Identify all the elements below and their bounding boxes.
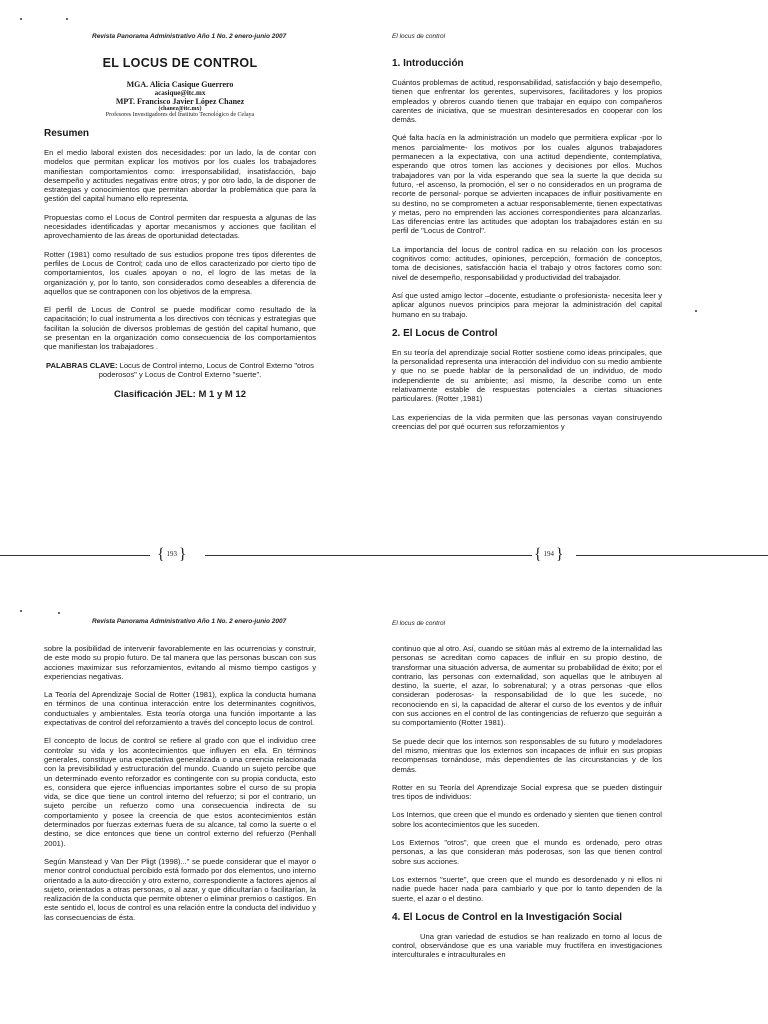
page-195 [0,600,384,1024]
paragraph: Se puede decir que los internos son responsables de su futuro y modeladores del mismo, mientras que los externos son incapaces de influir en sus propias recompensas tornándose, más dependientes de las circunstancias y de los demás. [392,736,662,774]
footer-rule [576,555,768,556]
paragraph: Las experiencias de la vida permiten que las personas vayan construyendo creencias del por qué ocurren sus reforzamientos y [392,412,662,431]
jel-classification: Clasificación JEL: M 1 y M 12 [114,389,246,401]
paragraph: Rotter en su Teoría del Aprendizaje Social expresa que se pueden distinguir tres tipos de individuos: [392,782,662,802]
paragraph: Según Manstead y Van Der Pligt (1998)..." se puede considerar que el mayor o menor control conductual percibido está formado por dos elementos, uno interno orientado a la auto-dirección y otro externo, correspondiente a factores ajenos al sujeto, orientados a otras personas, o al azar, y que dificultarían o facilitarían, la realización de la conducta que permite obtener o eliminar premios o castigos. En este sentido el, locus de control es una relación entre la conducta del individuo y las consecuencias de ésta. [44,856,316,922]
paragraph: Cuántos problemas de actitud, responsabilidad, satisfacción y bajo desempeño, tienen que enfrentar los gerentes, supervisores, facilitadores y los propios empleados y obreros cuando tienen que trabajar en equipo con compañeros carentes de iniciativa, que se muestran desinteresados en cooperar con los demás. [392,78,662,125]
footer-rule [384,555,532,556]
running-header: El locus de control [392,620,446,627]
footer-rule [0,555,150,556]
paragraph: sobre la posibilidad de intervenir favorablemente en las ocurrencias y construir, de este modo su propio futuro. De tal manera que las personas buscan con sus acciones maximizar sus reforzamientos, evitando al mismo tiempo castigos y experiencias negativas. [44,644,316,681]
footer-rule [205,555,384,556]
page-196 [384,600,768,1024]
paragraph: Qué falta hacía en la administración un modelo que permitiera explicar -por lo menos parcialmente- los motivos por los cuales algunos trabajadores permanecen a la expectativa, con una actitud dependiente, contemplativa, esperando que otros tomen las acciones y decisiones por ellos. Muchos trabajadores van por la vida esperando que sea la suerte la que decida su futuro, -el ascenso, la promoción, el ser o no considerados en un programa de recorte de personal- porque se advierten incapaces de influir positivamente en su destino, no se comprometen a actuar responsablemente, tienen expectativas y metas, pero no emprenden las acciones correspondientes para alcanzarlas. Las diferencias entre las actitudes que adoptan los trabajadores están en su perfil de "Locus de Control". [392,133,662,236]
paragraph: Los Externos "otros", que creen que el mundo es ordenado, pero otras personas, a las que consideran más poderosas, son las que tienen control sobre sus acciones. [392,838,662,866]
paragraph: En su teoría del aprendizaje social Rotter sostiene como ideas principales, que la personalidad representa una interacción del individuo con su medio ambiente y que no se puede hablar de la personalidad de un individuo, de modo independiente de su ambiente; así mismo, la describe como un ente relativamente estable de respuestas potenciales a ciertas situaciones particulares. (Rotter ,1981) [392,347,662,404]
paragraph: La importancia del locus de control radica en su relación con los procesos cognitivos como: actitudes, opiniones, percepción, formación de conceptos, toma de decisiones, satisfacción hacia el trabajo y otros factores como son: nivel de desempeño, responsabilidad y productividad del trabajador. [392,244,662,282]
page-number: { 193 } [157,546,187,563]
author-email: acasique@itc.mx [154,89,206,97]
page-196-column [392,644,662,1024]
keywords-text: Locus de Control interno, Locus de Control Externo "otros poderosos" y Locus de Control Externo "suerte". [98,360,314,379]
keywords [44,361,316,380]
author-affiliation: Profesores Investigadores del Instituto Tecnológico de Celaya [105,112,255,118]
paragraph: Rotter (1981) como resultado de sus estudios propone tres tipos diferentes de perfiles de Locus de Control; cada uno de ellos caracterizado por cierto tipo de comportamientos, los cuales apoyan o no, el logro de las metas de la organización y, por lo tanto, son considerados como deseables a diferencia de aquellos que se contraponen con los objetivos de la empresa. [44,249,316,296]
running-header: Revista Panorama Administrativo Año 1 No. 2 enero-junio 2007 [92,33,287,40]
paragraph: Los Internos, que creen que el mundo es ordenado y sienten que tienen control sobre los acontecimientos que les suceden. [392,810,662,829]
section-heading: 4. El Locus de Control en la Investigación Social [392,911,623,923]
page-193 [0,0,384,570]
page-194 [384,0,768,570]
running-header: Revista Panorama Administrativo Año 1 No. 2 enero-junio 2007 [92,618,287,625]
page-195-column [44,644,316,1024]
paragraph: Propuestas como el Locus de Control permiten dar respuesta a algunas de las necesidades identificadas y aportar mecanismos y acciones que facilitan el aprovechamiento de las áreas de oportunidad detectadas. [44,212,316,241]
paragraph: El perfil de Locus de Control se puede modificar como resultado de la capacitación; lo cual instrumenta a los directivos con técnicas y estrategias que facilitan la solución de diversos problemas de gestión del capital humano, que se presentan en la organización como consecuencia de los comportamientos que manifiestan los trabajadores . [44,305,316,352]
author-name: MPT. Francisco Javier López Chanez [115,97,245,106]
paragraph: Una gran variedad de estudios se han realizado en torno al locus de control, observándose que es una variable muy fructífera en investigaciones interculturales e intraculturales en [392,931,662,960]
paragraph: El concepto de locus de control se refiere al grado con que el individuo cree controlar su vida y los acontecimientos que influyen en ella. En términos generales, constituye una expectativa generalizada o una creencia relacionada con la previsibilidad y estructuración del mundo. Cuando un sujeto percibe que un determinado evento reforzador es contingente con su propia conducta, esto es, considera que ejerce influencias importantes sobre el curso de su propia vida, se dice que tiene un control interno del refuerzo; si por el contrario, un sujeto percibe un refuerzo como una consecuencia indirecta de su comportamiento y posee la creencia de que estos acontecimientos están determinados por fuerzas externas fuera de su alcance, tal como la suerte o el destino, se dice entonces que tiene un control externo del refuerzo (Penhall 2001). [44,736,316,848]
author-email: (chanez@itc.mx) [158,106,202,112]
author-name: MGA. Alicia Casique Guerrero [126,80,234,89]
page-number-value: 193 [166,550,177,558]
section-heading: 1. Introducción [392,58,464,69]
paragraph: En el medio laboral existen dos necesidades: por un lado, la de contar con modelos que permitan explicar los motivos por los cuales los trabajadores manifiestan comportamientos como: irresponsabilidad, insatisfacción, bajo desempeño y actitudes negativas entre otros; y por otro lado, la de disponer de estrategias y conocimientos que permitan abordar la problemática que para la gestión del capital humano ello representa. [44,148,316,204]
paragraph: continuo que al otro. Así, cuando se sitúan más al extremo de la internalidad las personas se acreditan como capaces de influir en su propio destino, de transformar una situación adversa, de aumentar su probabilidad de éxito; por el contrario, las personas con externalidad, son aquellas que le atribuyen al destino, la suerte, el azar, lo sobrenatural; y a otras personas -que ellos consideran poderosas- la responsabilidad de lo que les sucede, no reconociendo en sí, la capacidad de alterar el curso de los eventos y de influir con sus acciones en el control de las contingencias de refuerzo que seguirán a su comportamiento (Rotter 1981). [392,644,662,728]
section-heading: 2. El Locus de Control [392,327,498,339]
running-header: El locus de control [392,33,446,40]
article-title: EL LOCUS DE CONTROL [102,56,258,70]
page-number-value: 194 [543,550,554,558]
paragraph: Así que usted amigo lector –docente, estudiante o profesionista- necesita leer y aplicar algunos nuevos principios para mejorar la administración del capital humano en su trabajo. [392,290,662,319]
page-194-column [392,58,662,540]
page-193-column [44,56,316,526]
paragraph: Los externos "suerte", que creen que el mundo es desordenado y ni ellos ni nadie puede hacer nada para cambiarlo y que por lo tanto dependen de la suerte, el azar o el destino. [392,874,662,903]
keywords-label: PALABRAS CLAVE: [46,360,118,370]
paragraph: La Teoría del Aprendizaje Social de Rotter (1981), explica la conducta humana en términos de una continua interacción entre los determinantes cognitivos, conductuales y ambientales. Esta teoría otorga una función importante a las expectativas de control del reforzamiento a través del concepto locus de control. [44,690,316,728]
authors-block [44,80,316,118]
abstract-heading: Resumen [44,128,90,139]
page-number: { 194 } [534,546,564,563]
